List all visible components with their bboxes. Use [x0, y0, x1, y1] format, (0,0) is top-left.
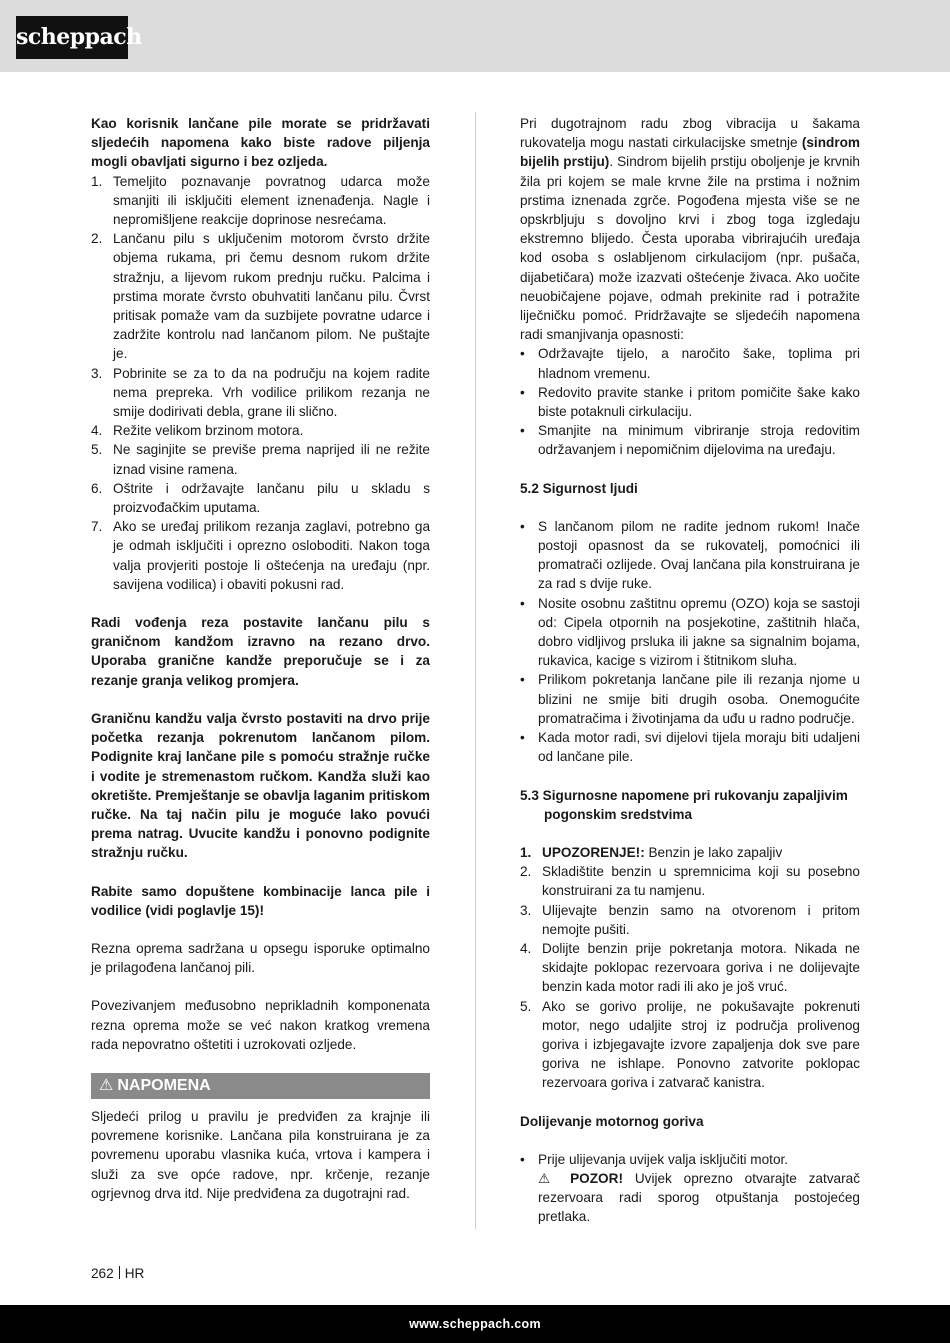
left-column [91, 114, 430, 1203]
notice-banner [91, 1073, 430, 1099]
separator [119, 1266, 120, 1279]
list-item: • Kada motor radi, svi dijelovi tijela moraju biti udaljeni od lančane pile. [520, 730, 860, 765]
section-heading-5-2: 5.2 Sigurnost ljudi [520, 480, 638, 496]
list-item: • Nosite osobnu zaštitnu opremu (OZO) koja se sastoji od: Cipela otpornih na posjekotine, zaštitnih hlača, dobro vidljivog prsluka ili jakne sa signalnim bojama, rukavica, kacige s vizirom i štitnikom sluha. [520, 595, 860, 669]
bullet: • [520, 672, 525, 688]
cutting-equipment-paragraph: Rezna oprema sadržana u opsegu isporuke optimalno je prilagođena lančanoj pili. [91, 940, 430, 976]
bullet: • [520, 423, 525, 439]
chainsaw-safety-list [91, 172, 430, 594]
column-divider [475, 112, 476, 1229]
claw-paragraph: Graničnu kandžu valja čvrsto postaviti na drvo prije početka rezanja pokrenutom lančanom pilom. Podignite kraj lančane pile s pomoću stražnje ručke i vodite je stremenastom ručkom. Kandža služi kao okretište. Premještanje se obavlja laganim pritiskom ručke. Na taj način pilu je moguće lako povući prema natrag. Uvucite kandžu i ponovno podignite stražnju ručku. [91, 710, 430, 861]
list-item: • S lančanom pilom ne radite jednom rukom! Inače postoji opasnost da se rukovatelj, pomoćnici ili promatrači ozlijede. Ovaj lančana pila konstruirana je za rad s dvije ruke. [520, 518, 860, 592]
list-item: 1. Temeljito poznavanje povratnog udarca može smanjiti ili isključiti element iznenađenja. Nagle i nepromišljene reakcije doprinose nesrećama. [91, 173, 430, 228]
warning-triangle-icon: ⚠ [99, 1076, 114, 1094]
list-item: 2. Skladištite benzin u spremnicima koji su posebno konstruirani za tu namjenu. [520, 864, 860, 899]
vibration-list [520, 344, 860, 459]
list-item: • Redovito pravite stanke i pritom pomičite šake kako biste potaknuli cirkulaciju. [520, 384, 860, 420]
list-item: 2. Lančanu pilu s uključenim motorom čvrsto držite objema rukama, pri čemu desnom rukom držite stražnju, a lijevom rukom prednju ručku. Palcima i prstima morate čvrsto obuhvatiti lančanu pilu. Čvrst pritisak pomaže vam da suzbijete povratne udarce i zadržite kontrolu nad lančanom pilom. Ne puštajte je. [91, 231, 430, 362]
right-column [520, 114, 860, 1227]
caution-icon: ⚠ [538, 1170, 559, 1186]
bullet: • [520, 518, 525, 534]
section-heading-5-3: 5.3 Sigurnosne napomene pri rukovanju zapaljivim pogonskim sredstvima [520, 787, 848, 822]
list-item: 4. Dolijte benzin prije pokretanja motora. Nikada ne skidajte poklopac rezervoara goriva i ne dolijevajte benzin kada motor radi ili ako je još vruć. [520, 940, 860, 995]
list-item: 5. Ne saginjite se previše prema naprijed ili ne režite iznad visine ramena. [91, 442, 430, 477]
list-item: 5. Ako se gorivo prolije, ne pokušavajte pokrenuti motor, nego udaljite stroj iz područja prolivenog goriva i izbjegavajte izvore zapaljenja dok sve pare goriva ne ishlape. Ponovno zatvorite poklopac rezervoara goriva i zatvarač kanistra. [520, 998, 860, 1091]
list-item: • Prije ulijevanja uvijek valja isključiti motor. ⚠ POZOR! Uvijek oprezno otvarajte zatvarač rezervoara radi sporog otpuštanja postojećeg pretlaka. [520, 1151, 861, 1225]
fuel-safety-list [520, 843, 860, 1093]
caution-label: POZOR! [570, 1170, 623, 1186]
list-item: 1. UPOZORENJE!: Benzin je lako zapaljiv [520, 844, 783, 860]
list-item: • Smanjite na minimum vibriranje stroja redovitim održavanjem i nepomičnim dijelovima na uređaju. [520, 423, 860, 458]
refuel-heading: Dolijevanje motornog goriva [520, 1113, 704, 1129]
list-item: 3. Pobrinite se za to da na području na kojem radite nema prepreka. Vrh vodilice prilikom rezanja ne smije dodirivati debla, grane ili slično. [91, 365, 430, 420]
website-url[interactable]: www.scheppach.com [409, 1317, 541, 1331]
list-item: 7. Ako se uređaj prilikom rezanja zaglavi, potrebno ga je odmah isključiti i oprezno osloboditi. Nakon toga valja provjeriti postoje li oštećenja na uređaju (npr. savijena vodilica) i obaviti pokusni rad. [91, 519, 430, 592]
bullet: • [520, 384, 525, 400]
bullet: • [520, 346, 525, 362]
scheppach-logo: scheppach [16, 16, 128, 59]
list-item: 4. Režite velikom brzinom motora. [91, 423, 304, 439]
page-number: 262 HR [91, 1266, 145, 1281]
page-header [0, 0, 950, 72]
list-item: 3. Ulijevajte benzin samo na otvorenom i pritom nemojte pušiti. [520, 902, 860, 937]
combination-paragraph: Rabite samo dopuštene kombinacije lanca pile i vodilice (vidi poglavlje 15)! [91, 883, 430, 918]
vibration-paragraph: Pri dugotrajnom radu zbog vibracija u šakama rukovatelja mogu nastati cirkulacijske smetnje (sindrom bijelih prstiju). Sindrom bijelih prstiju oboljenje je krvnih žila pri kojem se male krvne žile na prstima i nožnim prstima iznenada zgrče. Pogođena mjesta više se ne opskrbljuju s dovoljno krvi i zbog toga izgledaju ekstremno blijedo. Česta uporaba vibrirajućih uređaja kod osoba s oslabljenom cirkulacijom (npr. pušača, dijabetičara) može izazvati oštećenje živaca. Ako uočite neuobičajene pojave, odmah prekinite rad i potražite liječničku pomoć. Pridržavajte se sljedećih napomena radi smanjivanja opasnosti: [520, 116, 860, 343]
list-item: 6. Oštrite i održavajte lančanu pilu u skladu s proizvođačkim uputama. [91, 480, 430, 516]
page-footer [0, 1305, 950, 1343]
list-item: • Održavajte tijelo, a naročito šake, toplima pri hladnom vremenu. [520, 346, 860, 381]
bullet: • [520, 1151, 525, 1167]
notice-title: NAPOMENA [117, 1076, 211, 1094]
refuel-list [520, 1150, 860, 1227]
cut-guide-paragraph: Radi vođenja reza postavite lančanu pilu s graničnom kandžom izravno na rezano drvo. Uporaba granične kandže preporučuje se i za rezanje granja velikog promjera. [91, 615, 430, 688]
notice-text: Sljedeći prilog u pravilu je predviđen za krajnje ili povremene korisnike. Lančana pila konstruirana je za povremenu uporabu vlasnika kuća, vrtova i kampera i služi za sve opće radove, npr. krčenje, rezanje ogrjevnog drva itd. Nije predviđena za dugotrajni rad. [91, 1108, 430, 1201]
bullet: • [520, 595, 525, 611]
intro-paragraph: Kao korisnik lančane pile morate se pridržavati sljedećih napomena kako biste radove piljenja mogli obavljati sigurno i bez ozljeda. [91, 116, 430, 170]
list-item: • Prilikom pokretanja lančane pile ili rezanja njome u blizini ne smije biti drugih osoba. Onemogućite promatračima i životinjama da uđu u radno područje. [520, 672, 860, 726]
bullet: • [520, 730, 525, 746]
people-safety-list [520, 517, 860, 767]
components-paragraph: Povezivanjem međusobno neprikladnih komponenata rezna oprema može se već nakon kratkog vremena rada nepovratno oštetiti i uzrokovati ozljede. [91, 998, 430, 1052]
